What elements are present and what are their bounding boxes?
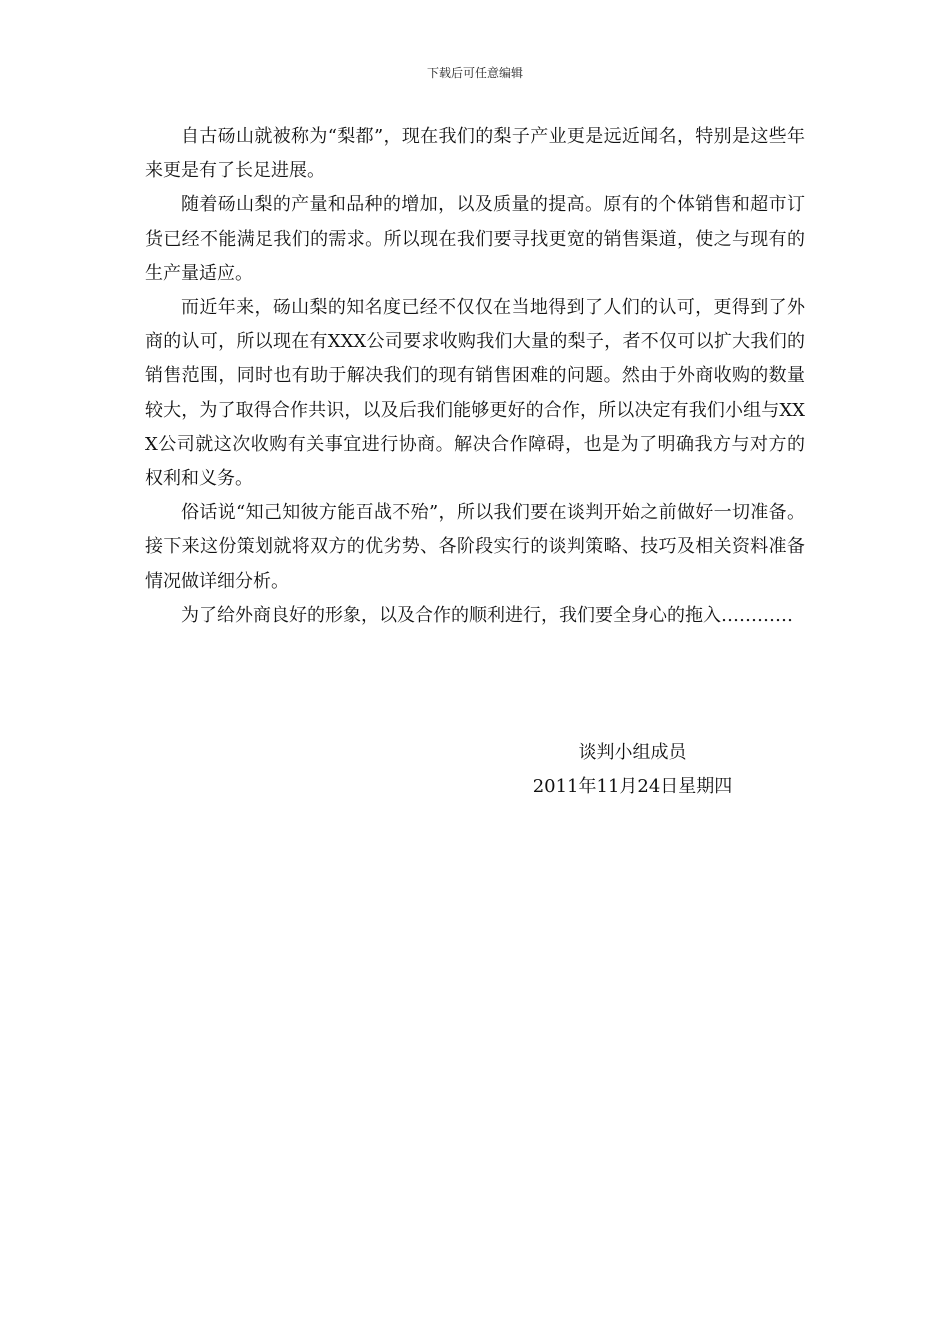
paragraph: 自古砀山就被称为“梨都”，现在我们的梨子产业更是远近闻名，特别是这些年来更是有了长足进展。 xyxy=(145,126,805,182)
signature-name: 谈判小组成员 xyxy=(578,742,687,763)
paragraph: 而近年来，砀山梨的知名度已经不仅仅在当地得到了人们的认可，更得到了外商的认可，所以现在有XXX公司要求收购我们大量的梨子，者不仅可以扩大我们的销售范围，同时也有助于解决我们的现有销售困难的问题。然由于外商收购的数量较大，为了取得合作共识，以及后我们能够更好的合作，所以决定有我们小组与XXX公司就这次收购有关事宜进行协商。解决合作障碍，也是为了明确我方与对方的权利和义务。 xyxy=(145,297,805,490)
document-body xyxy=(145,120,805,633)
page-header: 下载后可任意编辑 xyxy=(426,66,523,80)
paragraph: 随着砀山梨的产量和品种的增加，以及质量的提高。原有的个体销售和超市订货已经不能满足我们的需求。所以现在我们要寻找更宽的销售渠道，使之与现有的生产量适应。 xyxy=(145,194,805,284)
paragraph: 俗话说“知己知彼方能百战不殆”，所以我们要在谈判开始之前做好一切准备。接下来这份策划就将双方的优劣势、各阶段实行的谈判策略、技巧及相关资料准备情况做详细分析。 xyxy=(145,502,805,592)
paragraph: 为了给外商良好的形象，以及合作的顺利进行，我们要全身心的拖入………… xyxy=(181,604,793,626)
signature-date: 2011年11月24日星期四 xyxy=(532,776,733,797)
